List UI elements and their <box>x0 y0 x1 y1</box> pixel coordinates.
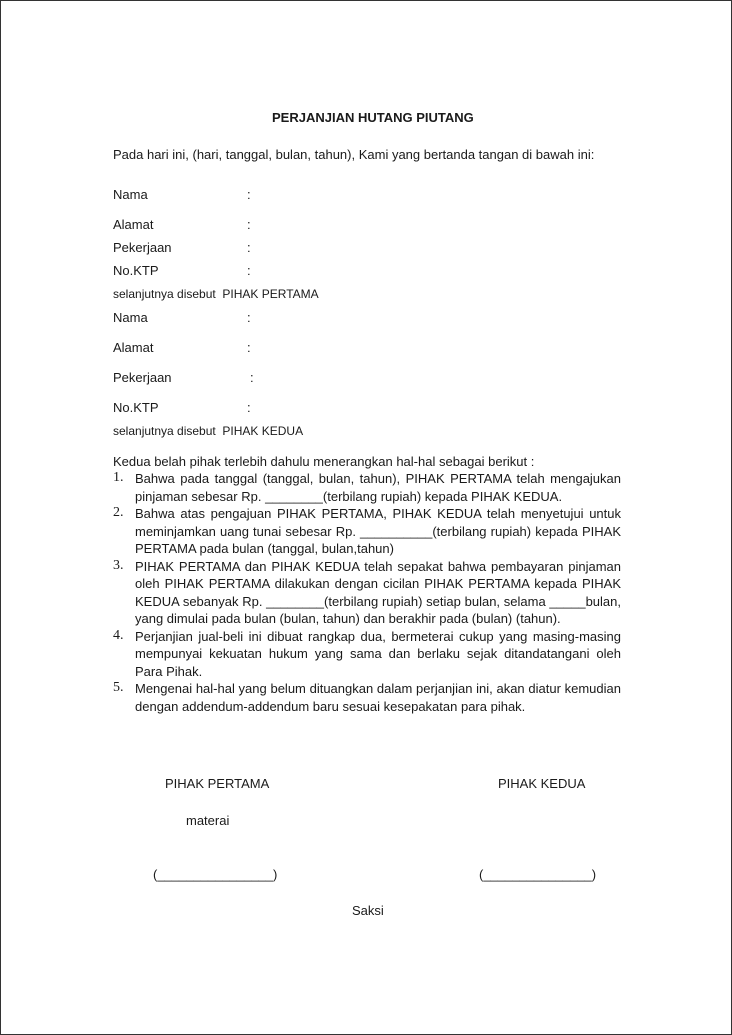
party2-occupation-label: Pekerjaan <box>113 370 172 385</box>
party1-name-colon: : <box>247 187 251 202</box>
signature-right-line: (_______________) <box>479 867 597 882</box>
party2-name-colon: : <box>247 310 251 325</box>
signature-left-label: PIHAK PERTAMA <box>165 776 270 791</box>
witness-label: Saksi <box>352 903 384 918</box>
party2-address-colon: : <box>247 340 251 355</box>
signature-right-label: PIHAK KEDUA <box>498 776 586 791</box>
clause-text: Bahwa atas pengajuan PIHAK PERTAMA, PIHAK KEDUA telah menyetujui untuk meminjamkan uang tunai sebesar Rp. __________(terbilang rupiah) kepada PIHAK PERTAMA pada bulan (tanggal, bulan,tahun) <box>135 506 621 556</box>
clause-number: 4. <box>113 627 124 643</box>
party1-occupation-colon: : <box>247 240 251 255</box>
document-title: PERJANJIAN HUTANG PIUTANG <box>272 110 474 125</box>
clause-number: 3. <box>113 557 124 573</box>
preamble-text: Kedua belah pihak terlebih dahulu menerangkan hal-hal sebagai berikut : <box>113 454 535 469</box>
party2-address-label: Alamat <box>113 340 154 355</box>
party1-address-colon: : <box>247 217 251 232</box>
clause-number: 5. <box>113 680 124 695</box>
party2-ktp-label: No.KTP <box>113 400 159 415</box>
party2-occupation-colon: : <box>250 370 254 385</box>
list-item <box>113 680 621 715</box>
party1-name-label: Nama <box>113 187 148 202</box>
clause-list <box>113 470 621 715</box>
clause-number: 1. <box>113 470 124 485</box>
list-item <box>113 505 621 558</box>
list-item <box>113 470 621 505</box>
party1-ktp-colon: : <box>247 263 251 278</box>
clause-text: PIHAK PERTAMA dan PIHAK KEDUA telah sepakat bahwa pembayaran pinjaman oleh PIHAK PERTAMA dilakukan dengan cicilan PIHAK PERTAMA kepada PIHAK KEDUA sebanyak Rp. ________(terbilang rupiah) setiap bulan, selama _____bulan, yang dimulai pada bulan (bulan, tahun) dan berakhir pada (bulan) (tahun). <box>135 558 621 626</box>
party2-designation: selanjutnya disebut PIHAK KEDUA <box>113 424 304 438</box>
party1-address-label: Alamat <box>113 217 154 232</box>
list-item <box>113 628 621 681</box>
party2-name-label: Nama <box>113 310 148 325</box>
clause-number: 2. <box>113 505 124 520</box>
clause-text: Bahwa pada tanggal (tanggal, bulan, tahun), PIHAK PERTAMA telah mengajukan pinjaman sebesar Rp. ________(terbilang rupiah) kepada PIHAK KEDUA. <box>135 471 621 504</box>
list-item <box>113 558 621 628</box>
stamp-note: materai <box>186 813 230 828</box>
intro-text: Pada hari ini, (hari, tanggal, bulan, tahun), Kami yang bertanda tangan di bawah ini: <box>113 147 595 162</box>
party1-occupation-label: Pekerjaan <box>113 240 172 255</box>
clause-text: Mengenai hal-hal yang belum dituangkan dalam perjanjian ini, akan diatur kemudian dengan addendum-addendum baru sesuai kesepakatan para pihak. <box>135 681 621 714</box>
signature-left-line: (________________) <box>153 867 278 882</box>
party1-ktp-label: No.KTP <box>113 263 159 278</box>
party1-designation: selanjutnya disebut PIHAK PERTAMA <box>113 287 319 301</box>
clause-text: Perjanjian jual-beli ini dibuat rangkap dua, bermeterai cukup yang masing-masing mempunyai kekuatan hukum yang sama dan berlaku sejak ditandatangani oleh Para Pihak. <box>135 628 621 679</box>
party2-ktp-colon: : <box>247 400 251 415</box>
